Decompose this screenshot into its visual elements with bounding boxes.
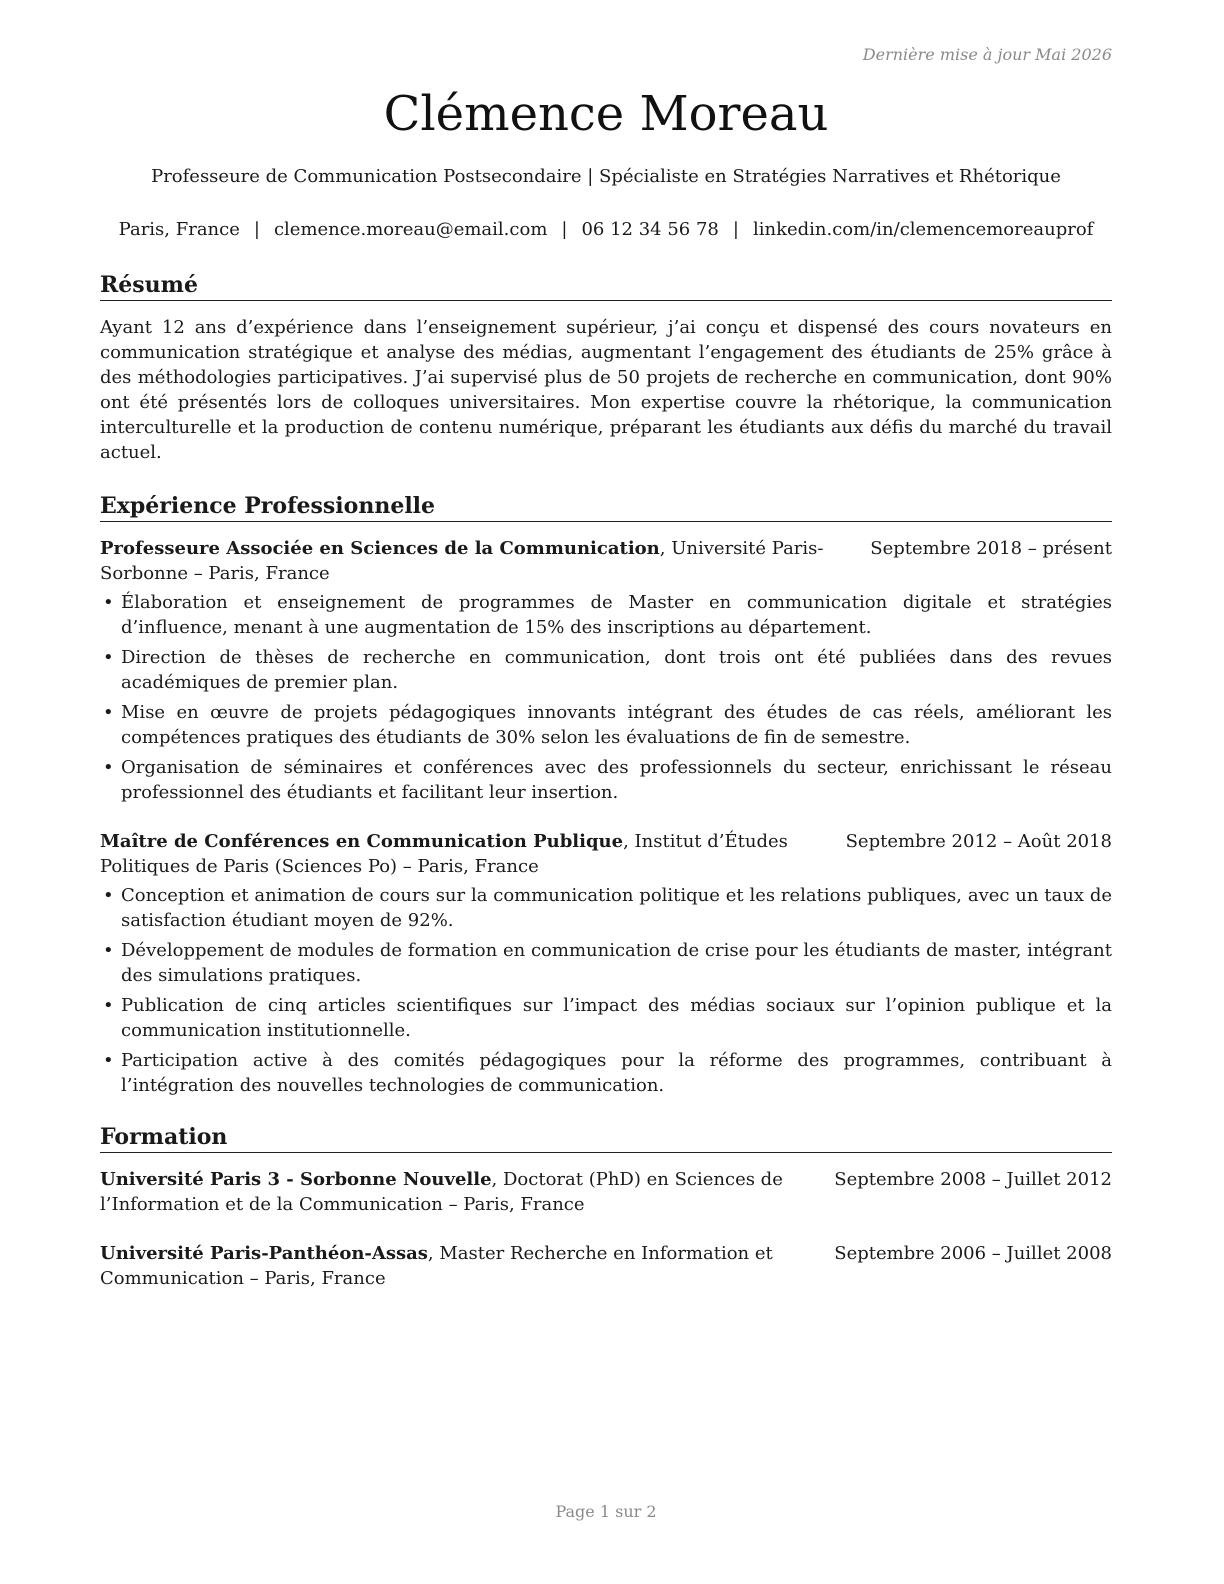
contact-separator: | — [253, 219, 260, 240]
bullet-item: • Mise en œuvre de projets pédagogiques innovants intégrant des études de cas réels, améliorant les compétences pratiques des étudiants de 30% selon les évaluations de fin de semestre. — [100, 700, 1112, 750]
bullet-item: • Élaboration et enseignement de programmes de Master en communication digitale et stratégies d’influence, menant à une augmentation de 15% des inscriptions au département. — [100, 590, 1112, 640]
bullet-item: • Conception et animation de cours sur la communication politique et les relations publiques, avec un taux de satisfaction étudiant moyen de 92%. — [100, 883, 1112, 933]
job-bullets — [100, 590, 1112, 805]
job-header — [100, 829, 1112, 879]
education-header — [100, 1241, 1112, 1291]
contact-location: Paris, France — [118, 219, 240, 240]
education-entry — [100, 1167, 1112, 1217]
bullet-item: • Direction de thèses de recherche en communication, dont trois ont été publiées dans des revues académiques de premier plan. — [100, 645, 1112, 695]
contact-line — [100, 219, 1112, 240]
section-title-summary: Résumé — [100, 270, 1112, 301]
section-title-experience: Expérience Professionnelle — [100, 491, 1112, 522]
last-updated: Dernière mise à jour Mai 2026 — [862, 45, 1112, 64]
bullet-item: • Publication de cinq articles scientifiques sur l’impact des médias sociaux sur l’opinion publique et la communication institutionnelle. — [100, 993, 1112, 1043]
contact-separator: | — [732, 219, 739, 240]
education-entry — [100, 1241, 1112, 1291]
page-number: Page 1 sur 2 — [555, 1502, 657, 1521]
job-entry — [100, 829, 1112, 1098]
education-school: Université Paris-Panthéon-Assas — [100, 1243, 428, 1264]
contact-phone: 06 12 34 56 78 — [581, 219, 719, 240]
education-dates: Septembre 2006 – Juillet 2008 — [834, 1243, 1112, 1264]
contact-email[interactable]: clemence.moreau@email.com — [273, 219, 548, 240]
job-role: Maître de Conférences en Communication Publique — [100, 831, 624, 852]
job-entry — [100, 536, 1112, 805]
job-bullets — [100, 883, 1112, 1098]
education-header — [100, 1167, 1112, 1217]
tagline: Professeure de Communication Postsecondaire | Spécialiste en Stratégies Narratives et Rhétorique — [151, 166, 1061, 187]
bullet-item: • Participation active à des comités pédagogiques pour la réforme des programmes, contribuant à l’intégration des nouvelles technologies de communication. — [100, 1048, 1112, 1098]
job-organization: , Université Paris-Sorbonne – Paris, France — [100, 538, 824, 584]
job-dates: Septembre 2012 – Août 2018 — [845, 831, 1112, 852]
job-header — [100, 536, 1112, 586]
resume-page — [100, 0, 1112, 1584]
job-role: Professeure Associée en Sciences de la Communication — [100, 538, 660, 559]
contact-linkedin[interactable]: linkedin.com/in/clemencemoreauprof — [752, 219, 1094, 240]
resume-content — [100, 270, 1112, 1315]
bullet-item: • Développement de modules de formation en communication de crise pour les étudiants de master, intégrant des simulations pratiques. — [100, 938, 1112, 988]
education-dates: Septembre 2008 – Juillet 2012 — [834, 1169, 1112, 1190]
section-title-education: Formation — [100, 1122, 1112, 1153]
education-degree: , Master Recherche en Information et Communication – Paris, France — [100, 1243, 773, 1289]
job-dates: Septembre 2018 – présent — [870, 538, 1112, 559]
bullet-item: • Organisation de séminaires et conférences avec des professionnels du secteur, enrichissant le réseau professionnel des étudiants et facilitant leur insertion. — [100, 755, 1112, 805]
contact-separator: | — [561, 219, 568, 240]
education-degree: , Doctorat (PhD) en Sciences de l’Information et de la Communication – Paris, France — [100, 1169, 783, 1215]
candidate-name: Clémence Moreau — [383, 86, 829, 142]
job-organization: , Institut d’Études Politiques de Paris (Sciences Po) – Paris, France — [100, 831, 788, 877]
summary-text: Ayant 12 ans d’expérience dans l’enseignement supérieur, j’ai conçu et dispensé des cours novateurs en communication stratégique et analyse des médias, augmentant l’engagement des étudiants de 25% grâce à des méthodologies participatives. J’ai supervisé plus de 50 projets de recherche en communication, dont 90% ont été présentés lors de colloques universitaires. Mon expertise couvre la rhétorique, la communication interculturelle et la production de contenu numérique, préparant les étudiants aux défis du marché du travail actuel. — [100, 317, 1112, 463]
education-school: Université Paris 3 - Sorbonne Nouvelle — [100, 1169, 492, 1190]
